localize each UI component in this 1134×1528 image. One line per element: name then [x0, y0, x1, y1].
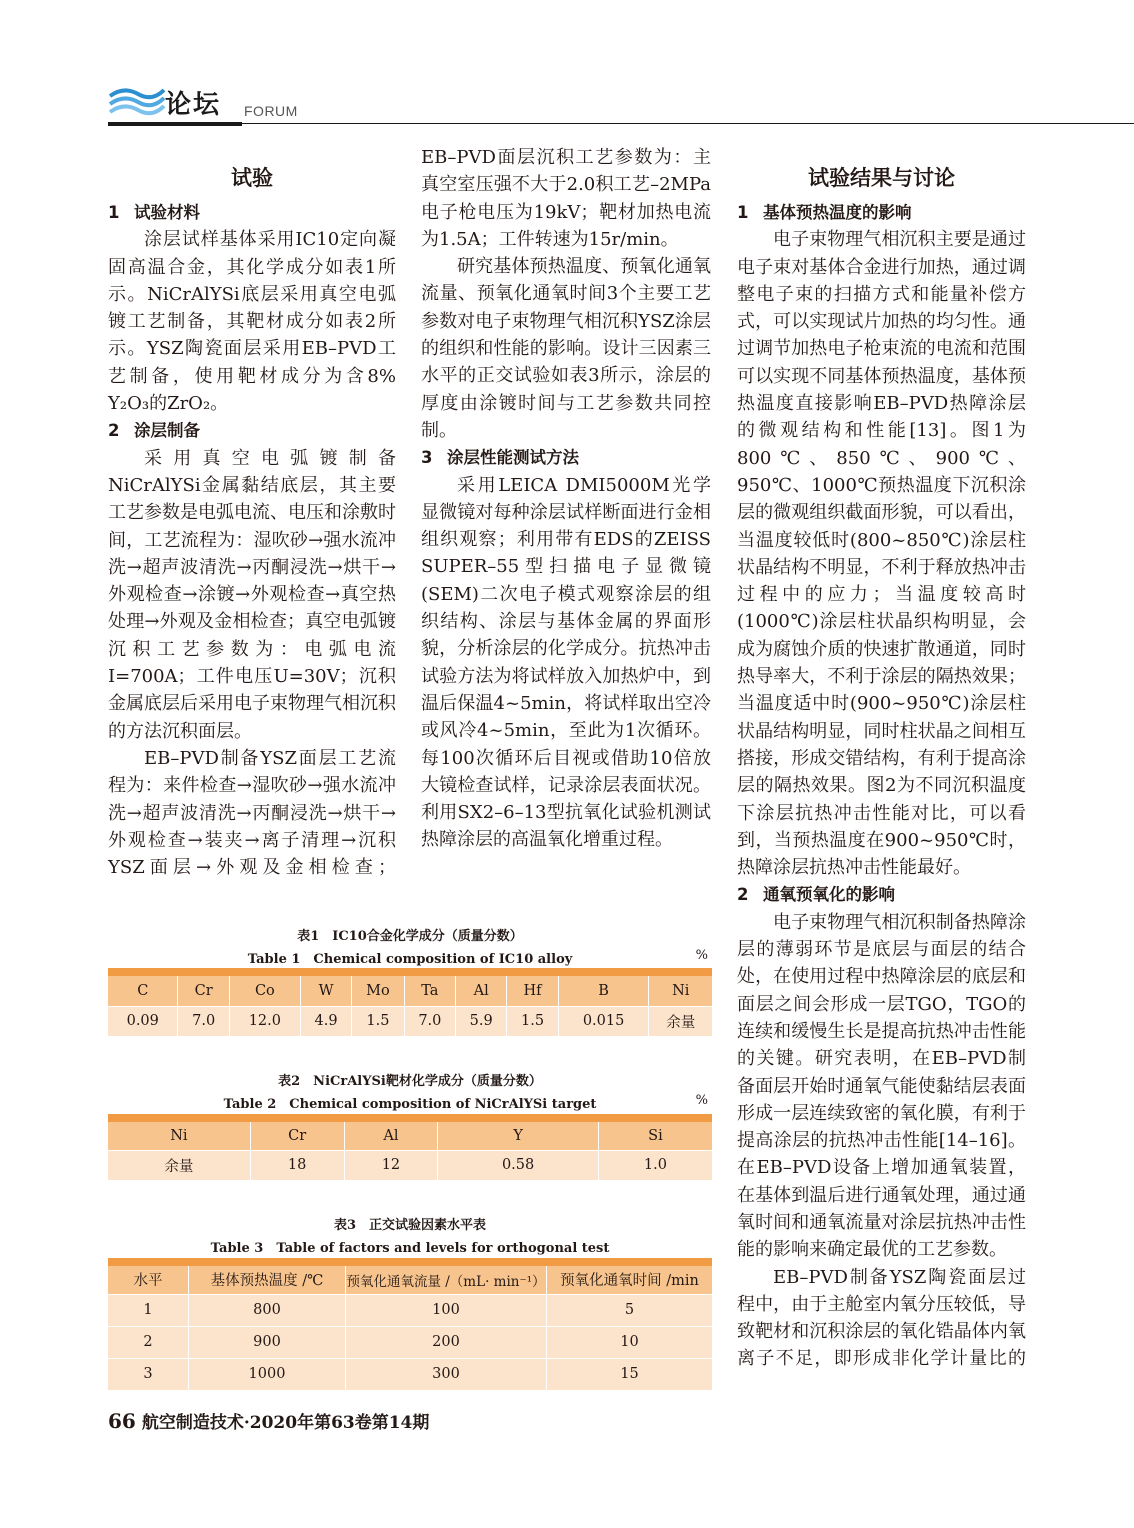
paragraph: EB–PVD面层沉积工艺参数为：主真空室压强不大于2.0积工艺–2MPa电子枪电压为19kV；靶材加热电流为1.5A；工件转速为15r/min。 [421, 147, 711, 250]
table-cell: 2 [108, 1326, 189, 1358]
table-header-cell: Cr [178, 976, 229, 1006]
table-header-cell: 预氧化通氧时间 /min [547, 1266, 713, 1294]
table-header-cell: B [558, 976, 649, 1006]
table-3-caption-cn: 表3 正交试验因素水平表 [333, 1218, 487, 1233]
table-cell: 5 [547, 1294, 713, 1326]
subheading-test-methods: 3 涂层性能测试方法 [421, 448, 579, 468]
table-header-cell: Co [229, 976, 300, 1006]
journal-info: 航空制造技术·2020年第63卷第14期 [141, 1413, 430, 1433]
table-row [108, 1326, 712, 1358]
table-2-bar [108, 1114, 712, 1122]
table-cell: 1.5 [352, 1006, 404, 1036]
table-2-caption-en: Table 2 Chemical composition of NiCrAlYSi target % [223, 1093, 708, 1112]
subheading-preheat: 1 基体预热温度的影响 [737, 203, 912, 222]
table-cell: 18 [250, 1150, 344, 1180]
paragraph: 涂层试样基体采用IC10定向凝固高温合金，其化学成分如表1所示。NiCrAlYSi底层采用真空电弧镀工艺制备，其靶材成分如表2所示。YSZ陶瓷面层采用EB–PVD工艺制备，使用靶材成分为含8% Y₂O₃的ZrO₂。 [108, 229, 396, 415]
table-header-cell: Ni [649, 976, 712, 1006]
table-cell: 1.0 [598, 1150, 712, 1180]
table-cell: 0.58 [438, 1150, 599, 1180]
wave-logo-icon [108, 82, 166, 122]
subheading-coating-prep: 2 涂层制备 [108, 421, 200, 441]
paragraph: 采用真空电弧镀制备NiCrAlYSi金属黏结底层，其主要工艺参数是电弧电流、电压和涂敷时间，工艺流程为：湿吹砂→强水流冲洗→超声波清洗→丙酮浸洗→烘干→外观检查→涂镀→外观检查→真空热处理→外观及金相检查；真空电弧镀沉积工艺参数为：电弧电流I=700A；工件电压U=30V；沉积金属底层后采用电子束物理气相沉积的方法沉积面层。 [108, 447, 396, 742]
header-rule [242, 123, 1134, 124]
table-header-cell: Cr [250, 1122, 344, 1150]
paragraph: 采用LEICA DMI5000M光学显微镜对每种涂层试样断面进行金相组织观察；利用带有EDS的ZEISS SUPER–55型扫描电子显微镜(SEM)二次电子模式观察涂层的组织结构、涂层与基体金属的界面形貌，分析涂层的化学成分。抗热冲击试验方法为将试样放入加热炉中，到温后保温4~5min，将试样取出空冷或风冷4~5min，至此为1次循环。每100次循环后目视或借助10倍放大镜检查试样，记录涂层表面状况。利用SX2–6–13型抗氧化试验机测试热障涂层的高温氧化增重过程。 [421, 474, 711, 851]
table-cell: 200 [346, 1326, 547, 1358]
subheading-materials: 1 试验材料 [108, 203, 200, 222]
table-cell: 1000 [189, 1358, 346, 1390]
table-cell: 0.015 [558, 1006, 649, 1036]
table-cell: 余量 [649, 1006, 712, 1036]
table-header-cell: C [108, 976, 178, 1006]
table-cell: 15 [547, 1358, 713, 1390]
table-header-cell: 基体预热温度 /℃ [189, 1266, 346, 1294]
table-header-cell: Al [344, 1122, 438, 1150]
table-3-bar [108, 1258, 712, 1266]
table-cell: 余量 [108, 1150, 250, 1180]
table-cell: 0.09 [108, 1006, 178, 1036]
table-cell: 5.9 [456, 1006, 507, 1036]
heading-experiment: 试验 [231, 166, 273, 190]
table-1-caption-en: Table 1 Chemical composition of IC10 alloy % [247, 948, 708, 967]
table-header-cell: Al [456, 976, 507, 1006]
paragraph: 电子束物理气相沉积主要是通过电子束对基体合金进行加热，通过调整电子束的扫描方式和能量补偿方式，可以实现试片加热的均匀性。通过调节加热电子枪束流的电流和范围可以实现不同基体预热温度，基体预热温度直接影响EB–PVD热障涂层的微观结构和性能[13]。图1为800℃、850℃、900℃、950℃、1000℃预热温度下沉积涂层的微观组织截面形貌，可以看出，当温度较低时(800~850℃)涂层柱状晶结构不明显，不利于释放热冲击过程中的应力；当温度较高时(1000℃)涂层柱状晶织构明显，会成为腐蚀介质的快速扩散通道，同时热导率大，不利于涂层的隔热效果；当温度适中时(900~950℃)涂层柱状晶结构明显，同时柱状晶之间相互搭接，形成交错结构，有利于提高涂层的隔热效果。图2为不同沉积温度下涂层抗热冲击性能对比，可以看到，当预热温度在900~950℃时，热障涂层抗热冲击性能最好。 [737, 229, 1026, 879]
table-header-cell: Y [438, 1122, 599, 1150]
table-cell: 1.5 [507, 1006, 558, 1036]
table-1-bar [108, 968, 712, 976]
paragraph: EB–PVD制备YSZ面层工艺流程为：来件检查→湿吹砂→强水流冲洗→超声波清洗→丙酮浸洗→烘干→外观检查→装夹→离子清理→沉积YSZ面层→外观及金相检查； [108, 747, 396, 879]
subheading-oxidation: 2 通氧预氧化的影响 [737, 885, 895, 905]
table-row [108, 1006, 712, 1036]
heading-results: 试验结果与讨论 [808, 166, 955, 190]
table-header-cell: Hf [507, 976, 558, 1006]
table-header-cell: Mo [352, 976, 404, 1006]
section-subtitle: FORUM [244, 103, 298, 119]
table-row [108, 1150, 712, 1180]
table-header-cell: 水平 [108, 1266, 189, 1294]
table-cell: 12.0 [229, 1006, 300, 1036]
table-cell: 300 [346, 1358, 547, 1390]
table-cell: 4.9 [300, 1006, 351, 1036]
table-header-cell: W [300, 976, 351, 1006]
table-3-caption-en: Table 3 Table of factors and levels for orthogonal test [210, 1241, 610, 1256]
table-row [108, 1294, 712, 1326]
table-header-cell: Ni [108, 1122, 250, 1150]
table-1 [108, 976, 712, 1036]
table-header-cell: Ta [404, 976, 455, 1006]
table-2-caption-cn: 表2 NiCrAlYSi靶材化学成分（质量分数） [278, 1074, 542, 1089]
column-2 [421, 144, 711, 854]
table-header-cell: 预氧化通氧流量 /（mL· min⁻¹） [346, 1266, 547, 1294]
table-1-caption-cn: 表1 IC10合金化学成分（质量分数） [297, 929, 523, 944]
section-title: 论坛 [165, 90, 222, 120]
table-cell: 1 [108, 1294, 189, 1326]
paragraph: EB–PVD制备YSZ陶瓷面层过程中，由于主舱室内氧分压较低，导致靶材和沉积涂层的氧化锆晶体内氧离子不足，即形成非化学计量比的 [737, 1266, 1026, 1370]
table-3 [108, 1266, 712, 1390]
paragraph: 电子束物理气相沉积制备热障涂层的薄弱环节是底层与面层的结合处，在使用过程中热障涂层的底层和面层之间会形成一层TGO，TGO的连续和缓慢生长是提高抗热冲击性能的关键。研究表明，在EB–PVD制备面层开始时通氧气能使黏结层表面形成一层连续致密的氧化膜，有利于提高涂层的抗热冲击性能[14–16]。在EB–PVD设备上增加通氧装置，在基体到温后进行通氧处理，通过通氧时间和通氧流量对涂层抗热冲击性能的影响来确定最优的工艺参数。 [737, 911, 1026, 1261]
table-cell: 12 [344, 1150, 438, 1180]
table-cell: 800 [189, 1294, 346, 1326]
table-cell: 100 [346, 1294, 547, 1326]
table-cell: 3 [108, 1358, 189, 1390]
table-2 [108, 1122, 712, 1180]
page-number: 66 [108, 1409, 136, 1433]
column-3 [737, 163, 1026, 1373]
table-cell: 900 [189, 1326, 346, 1358]
header-rule-thick [108, 122, 242, 126]
table-cell: 10 [547, 1326, 713, 1358]
table-header-cell: Si [598, 1122, 712, 1150]
table-cell: 7.0 [404, 1006, 455, 1036]
paragraph: 研究基体预热温度、预氧化通氧流量、预氧化通氧时间3个主要工艺参数对电子束物理气相沉积YSZ涂层的组织和性能的影响。设计三因素三水平的正交试验如表3所示，涂层的厚度由涂镀时间与工艺参数共同控制。 [421, 256, 711, 441]
table-row [108, 1358, 712, 1390]
column-1 [108, 163, 396, 881]
page-footer [108, 1408, 429, 1433]
table-cell: 7.0 [178, 1006, 229, 1036]
